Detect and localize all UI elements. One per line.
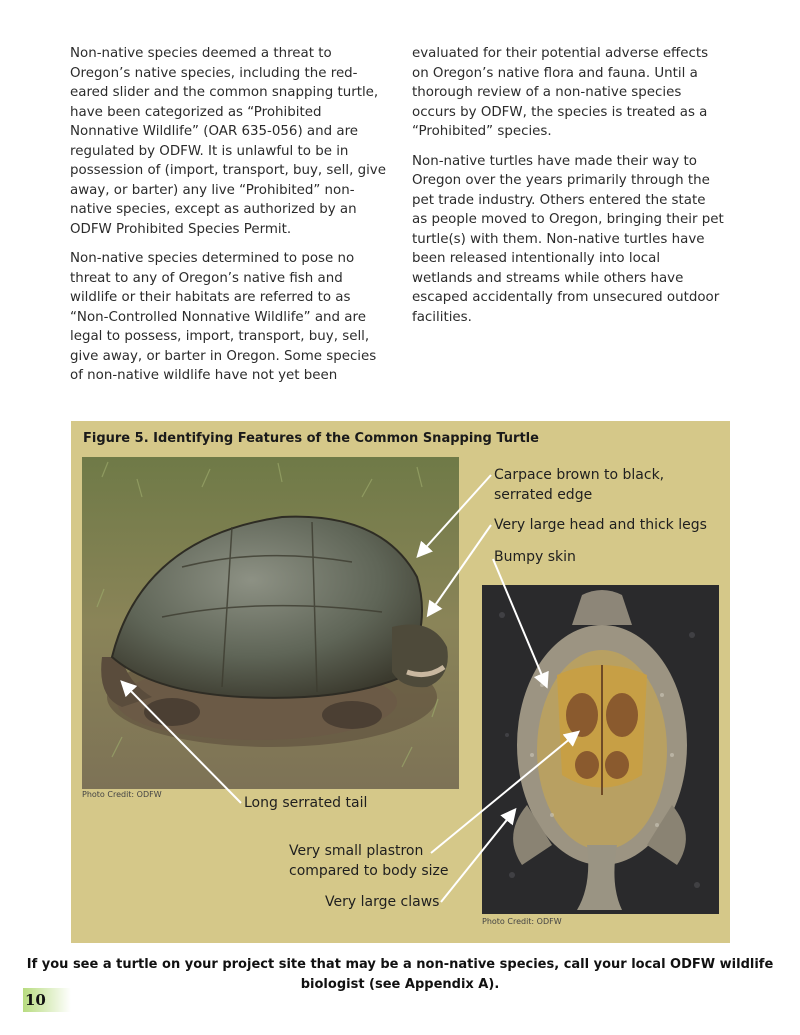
contact-biologist-note: If you see a turtle on your project site that may be a non-native species, call your local ODFW wildlife biologist (see Appendix A). [26,957,774,992]
label-plastron: Very small plastron compared to body size [289,843,449,879]
figure-title: Figure 5. Identifying Features of the Common Snapping Turtle [83,431,539,446]
label-bumpy-skin: Bumpy skin [494,549,576,565]
label-head-legs: Very large head and thick legs [494,517,707,533]
body-text-right-column [412,44,724,337]
paragraph-turtle-introduction: Non-native turtles have made their way to Oregon over the years primarily through the pet trade industry. Others entered the state as people moved to Oregon, bringing their pet turtle(s) with them. Non-native turtles have been released intentionally into local wetlands and streams while others have escaped accidentally from unsecured outdoor facilities. [412,153,724,325]
label-claws: Very large claws [325,894,440,910]
label-carapace: Carpace brown to black, serrated edge [494,467,665,503]
photo-credit-2: Photo Credit: ODFW [482,917,562,926]
figure-panel [71,421,730,943]
label-tail: Long serrated tail [244,795,368,811]
paragraph-prohibited-wildlife: Non-native species deemed a threat to Oregon’s native species, including the red-eared slider and the common snapping turtle, have been categorized as “Prohibited Nonnative Wildlife” (OAR 635-056) and are regulated by ODFW. It is unlawful to be in possession of (import, transport, buy, sell, give away, or barter) any live “Prohibited” non-native species, except as authorized by an ODFW Prohibited Species Permit. [70,46,386,237]
paragraph-non-controlled-wildlife: Non-native species determined to pose no threat to any of Oregon’s native fish and wildlife or their habitats are referred to as “Non-Controlled Nonnative Wildlife” and are legal to possess, import, transport, buy, sell, give away, or barter in Oregon. Some species of non-native wildlife have not yet been [70,251,377,383]
turtle-underside-photo [482,585,719,914]
paragraph-evaluation: evaluated for their potential adverse effects on Oregon’s native flora and fauna. Until a thorough review of a non-native species occurs by ODFW, the species is treated as a “Prohibited” species. [412,46,709,139]
photo-credit-1: Photo Credit: ODFW [82,790,162,799]
page-number: 10 [23,988,71,1012]
turtle-side-photo [82,457,459,789]
body-text-left-column [70,44,390,396]
